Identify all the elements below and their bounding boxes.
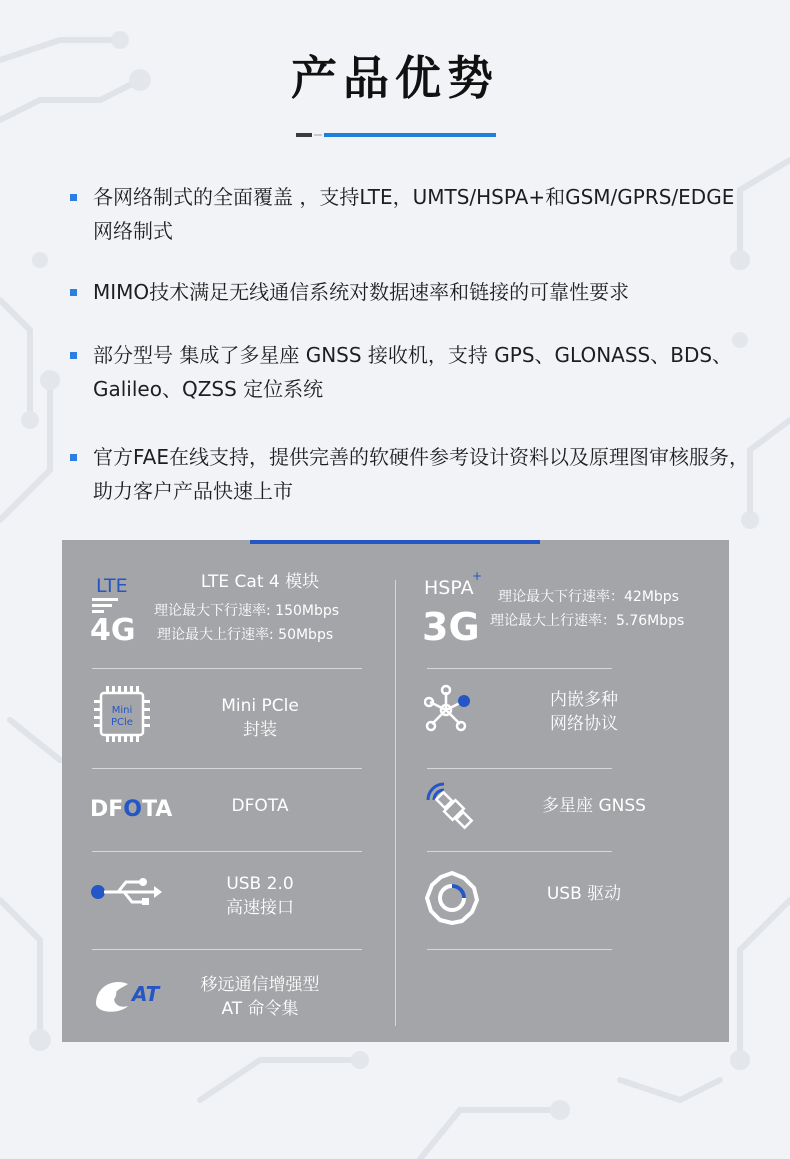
- column-divider: [395, 580, 396, 1026]
- svg-text:+: +: [472, 569, 483, 583]
- lte-downlink: 理论最大下行速率: 150Mbps: [154, 603, 340, 619]
- gear-icon: [424, 870, 480, 926]
- svg-text:DFOTA: DFOTA: [90, 797, 173, 822]
- usb-driver-label: USB 驱动: [546, 884, 622, 904]
- lte-title: LTE Cat 4 模块: [200, 572, 320, 592]
- svg-text:LTE: LTE: [96, 575, 128, 597]
- hspa-3g-icon: [422, 568, 492, 646]
- feature-item: MIMO技术满足无线通信系统对数据速率和链接的可靠性要求: [70, 275, 750, 309]
- row-divider: [427, 668, 612, 669]
- bullet-icon: [70, 194, 77, 201]
- usb-label: USB 2.0: [226, 874, 294, 894]
- satellite-icon: [424, 780, 480, 836]
- panel-accent-bar: [250, 540, 540, 544]
- svg-text:AT: AT: [132, 982, 160, 1006]
- feature-item: 部分型号 集成了多星座 GNSS 接收机，支持 GPS、GLONASS、BDS、Galileo、QZSS 定位系统: [70, 338, 750, 406]
- lte-4g-icon: [90, 570, 150, 646]
- usb-icon: [90, 876, 164, 908]
- row-divider: [427, 851, 612, 852]
- row-divider: [92, 851, 362, 852]
- svg-text:Mini: Mini: [111, 705, 133, 716]
- dfota-label: DFOTA: [231, 796, 289, 816]
- row-divider: [427, 949, 612, 950]
- svg-text:4G: 4G: [90, 613, 136, 646]
- row-divider: [427, 768, 612, 769]
- title-underline: [296, 133, 496, 137]
- at-label: 移远通信增强型: [200, 975, 320, 995]
- page-title: 产品优势: [291, 51, 499, 105]
- dfota-icon: [90, 792, 182, 822]
- svg-text:Q: Q: [100, 983, 118, 1007]
- svg-text:3G: 3G: [422, 605, 480, 646]
- quectel-at-icon: [92, 974, 166, 1014]
- network-protocol-icon: [424, 684, 478, 738]
- lte-uplink: 理论最大上行速率: 50Mbps: [157, 627, 334, 643]
- feature-item: 官方FAE在线支持，提供完善的软硬件参考设计资料以及原理图审核服务，助力客户产品快速上市: [70, 440, 750, 508]
- minipcie-sub: 封装: [243, 720, 277, 740]
- protocol-sub: 网络协议: [550, 714, 618, 734]
- hspa-uplink: 理论最大上行速率：5.76Mbps: [490, 613, 685, 629]
- minipcie-label: Mini PCle: [221, 696, 299, 716]
- protocol-label: 内嵌多种: [550, 690, 618, 710]
- spec-panel: [62, 540, 729, 1042]
- row-divider: [92, 668, 362, 669]
- bullet-icon: [70, 352, 77, 359]
- row-divider: [92, 768, 362, 769]
- bullet-icon: [70, 289, 77, 296]
- hspa-downlink: 理论最大下行速率：42Mbps: [498, 589, 679, 605]
- chip-icon: [94, 686, 150, 742]
- gnss-label: 多星座 GNSS: [542, 796, 646, 816]
- at-sub: AT 命令集: [221, 999, 299, 1019]
- bullet-icon: [70, 454, 77, 461]
- svg-text:PCle: PCle: [111, 717, 133, 728]
- svg-text:HSPA: HSPA: [424, 577, 474, 599]
- row-divider: [92, 949, 362, 950]
- usb-sub: 高速接口: [226, 898, 294, 918]
- feature-item: 各网络制式的全面覆盖 ，支持LTE，UMTS/HSPA+和GSM/GPRS/EDGE网络制式: [70, 180, 750, 248]
